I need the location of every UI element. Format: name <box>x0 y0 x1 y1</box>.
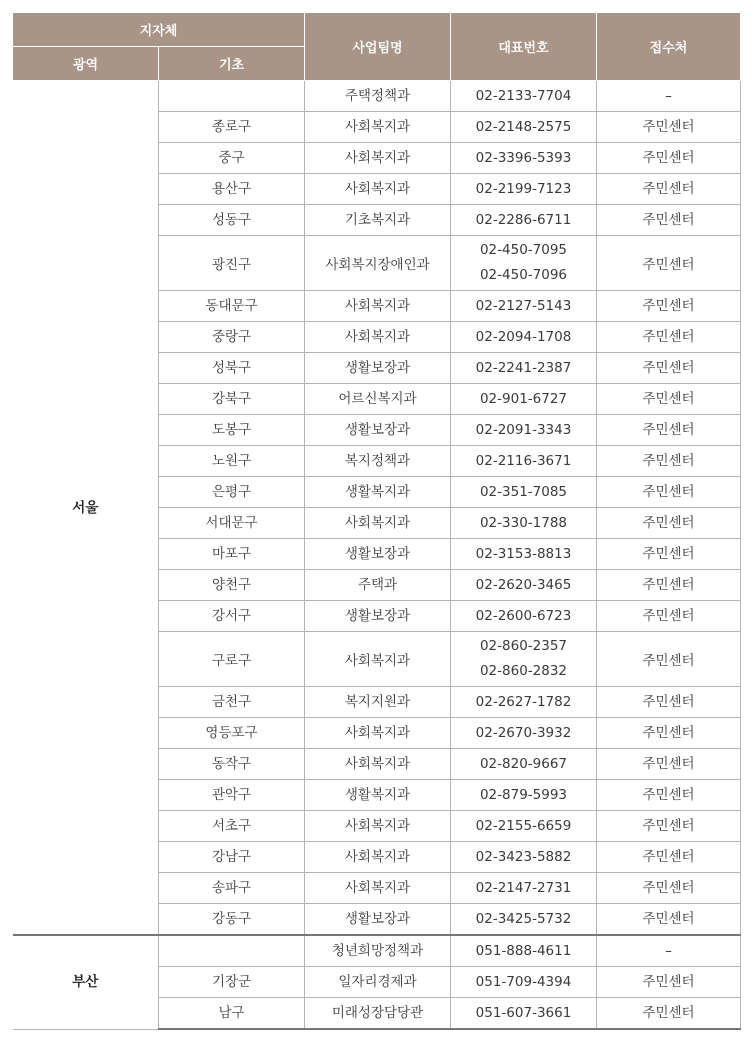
phone-number: 02-2286-6711 <box>475 211 572 228</box>
phone-cell <box>451 570 597 601</box>
district-cell: 서대문구 <box>159 508 305 539</box>
table-row <box>13 81 741 112</box>
phone-number: 051-607-3661 <box>475 1004 572 1021</box>
header-phone: 대표번호 <box>451 13 597 81</box>
reception-cell: 주민센터 <box>597 291 741 322</box>
phone-cell <box>451 143 597 174</box>
reception-cell: 주민센터 <box>597 112 741 143</box>
header-team: 사업팀명 <box>305 13 451 81</box>
reception-cell: 주민센터 <box>597 477 741 508</box>
reception-cell: 주민센터 <box>597 205 741 236</box>
team-cell: 사회복지과 <box>305 112 451 143</box>
phone-cell <box>451 687 597 718</box>
reception-cell: 주민센터 <box>597 446 741 477</box>
phone-number: 051-709-4394 <box>475 973 572 990</box>
reception-cell: 주민센터 <box>597 236 741 291</box>
phone-cell <box>451 174 597 205</box>
reception-cell: 주민센터 <box>597 967 741 998</box>
phone-number: 02-2133-7704 <box>475 87 572 104</box>
reception-cell: 주민센터 <box>597 415 741 446</box>
reception-cell: 주민센터 <box>597 174 741 205</box>
phone-number: 02-2600-6723 <box>475 607 572 624</box>
contact-table <box>12 12 741 1030</box>
team-cell: 생활복지과 <box>305 477 451 508</box>
team-cell: 사회복지과 <box>305 508 451 539</box>
team-cell: 사회복지장애인과 <box>305 236 451 291</box>
district-cell: 구로구 <box>159 632 305 687</box>
reception-cell: 주민센터 <box>597 570 741 601</box>
team-cell: 사회복지과 <box>305 632 451 687</box>
phone-number: 02-2199-7123 <box>475 180 572 197</box>
reception-cell: 주민센터 <box>597 508 741 539</box>
reception-cell: 주민센터 <box>597 353 741 384</box>
phone-number: 02-2670-3932 <box>475 724 572 741</box>
team-cell: 사회복지과 <box>305 291 451 322</box>
phone-cell <box>451 873 597 904</box>
phone-number: 051-888-4611 <box>475 942 572 959</box>
phone-cell <box>451 81 597 112</box>
team-cell: 복지지원과 <box>305 687 451 718</box>
team-cell: 어르신복지과 <box>305 384 451 415</box>
phone-cell <box>451 205 597 236</box>
phone-number: 02-2091-3343 <box>475 421 572 438</box>
phone-number: 02-3423-5882 <box>475 848 572 865</box>
phone-number: 02-901-6727 <box>479 390 568 407</box>
phone-number: 02-450-7096 <box>479 267 568 283</box>
district-cell: 은평구 <box>159 477 305 508</box>
district-cell: 노원구 <box>159 446 305 477</box>
reception-cell: 주민센터 <box>597 998 741 1030</box>
header-basic: 기초 <box>159 47 305 81</box>
district-cell: 도봉구 <box>159 415 305 446</box>
team-cell: 사회복지과 <box>305 174 451 205</box>
district-cell: 송파구 <box>159 873 305 904</box>
district-cell: 중랑구 <box>159 322 305 353</box>
phone-cell <box>451 601 597 632</box>
phone-number: 02-2620-3465 <box>475 576 572 593</box>
phone-number: 02-2148-2575 <box>475 118 572 135</box>
team-cell: 사회복지과 <box>305 811 451 842</box>
header-reception: 접수처 <box>597 13 741 81</box>
reception-cell: 주민센터 <box>597 842 741 873</box>
district-cell: 서초구 <box>159 811 305 842</box>
reception-cell: 주민센터 <box>597 749 741 780</box>
phone-cell <box>451 842 597 873</box>
district-cell: 강남구 <box>159 842 305 873</box>
district-cell: 관악구 <box>159 780 305 811</box>
header-metro: 광역 <box>13 47 159 81</box>
phone-number: 02-351-7085 <box>479 483 568 500</box>
phone-number: 02-860-2357 <box>479 638 568 654</box>
team-cell: 일자리경제과 <box>305 967 451 998</box>
district-cell: 성동구 <box>159 205 305 236</box>
phone-cell <box>451 749 597 780</box>
phone-number: 02-820-9667 <box>479 755 568 772</box>
district-cell: 마포구 <box>159 539 305 570</box>
district-cell: 중구 <box>159 143 305 174</box>
reception-cell: 주민센터 <box>597 718 741 749</box>
reception-cell: 주민센터 <box>597 904 741 936</box>
phone-cell <box>451 112 597 143</box>
phone-number: 02-2155-6659 <box>475 817 572 834</box>
district-cell: 남구 <box>159 998 305 1030</box>
phone-number: 02-2627-1782 <box>475 693 572 710</box>
district-cell: 성북구 <box>159 353 305 384</box>
district-cell: 강서구 <box>159 601 305 632</box>
phone-cell <box>451 415 597 446</box>
reception-cell: 주민센터 <box>597 632 741 687</box>
team-cell: 사회복지과 <box>305 842 451 873</box>
district-cell: 광진구 <box>159 236 305 291</box>
team-cell: 생활보장과 <box>305 904 451 936</box>
reception-cell: 주민센터 <box>597 601 741 632</box>
phone-number: 02-2127-5143 <box>475 297 572 314</box>
phone-cell <box>451 780 597 811</box>
phone-cell <box>451 935 597 967</box>
phone-number: 02-860-2832 <box>479 663 568 679</box>
district-cell <box>159 81 305 112</box>
district-cell: 금천구 <box>159 687 305 718</box>
phone-number: 02-450-7095 <box>479 242 568 258</box>
reception-cell: 주민센터 <box>597 687 741 718</box>
phone-cell <box>451 632 597 687</box>
table-body <box>13 81 741 1030</box>
phone-number: 02-2241-2387 <box>475 359 572 376</box>
team-cell: 생활복지과 <box>305 780 451 811</box>
phone-number: 02-2094-1708 <box>475 328 572 345</box>
table-header <box>13 13 741 81</box>
reception-cell: 주민센터 <box>597 780 741 811</box>
phone-cell <box>451 291 597 322</box>
team-cell: 주택과 <box>305 570 451 601</box>
team-cell: 사회복지과 <box>305 322 451 353</box>
team-cell: 미래성장담당관 <box>305 998 451 1030</box>
phone-cell <box>451 236 597 291</box>
team-cell: 복지정책과 <box>305 446 451 477</box>
reception-cell: 주민센터 <box>597 811 741 842</box>
phone-cell <box>451 353 597 384</box>
team-cell: 생활보장과 <box>305 539 451 570</box>
team-cell: 생활보장과 <box>305 601 451 632</box>
region-cell: 부산 <box>13 935 159 1029</box>
phone-cell <box>451 539 597 570</box>
phone-number: 02-2147-2731 <box>475 879 572 896</box>
reception-cell: 주민센터 <box>597 384 741 415</box>
district-cell: 기장군 <box>159 967 305 998</box>
district-cell: 동작구 <box>159 749 305 780</box>
team-cell: 생활보장과 <box>305 353 451 384</box>
reception-cell: – <box>597 935 741 967</box>
phone-cell <box>451 322 597 353</box>
phone-cell <box>451 718 597 749</box>
table-row <box>13 935 741 967</box>
district-cell: 종로구 <box>159 112 305 143</box>
district-cell: 용산구 <box>159 174 305 205</box>
reception-cell: 주민센터 <box>597 873 741 904</box>
phone-number: 02-3153-8813 <box>475 545 572 562</box>
phone-cell <box>451 384 597 415</box>
region-cell: 서울 <box>13 81 159 936</box>
phone-number: 02-3396-5393 <box>475 149 572 166</box>
district-cell <box>159 935 305 967</box>
reception-cell: 주민센터 <box>597 539 741 570</box>
district-cell: 강동구 <box>159 904 305 936</box>
reception-cell: 주민센터 <box>597 322 741 353</box>
district-cell: 동대문구 <box>159 291 305 322</box>
team-cell: 사회복지과 <box>305 718 451 749</box>
reception-cell: 주민센터 <box>597 143 741 174</box>
team-cell: 사회복지과 <box>305 873 451 904</box>
team-cell: 청년희망정책과 <box>305 935 451 967</box>
phone-cell <box>451 811 597 842</box>
team-cell: 주택정책과 <box>305 81 451 112</box>
phone-number: 02-3425-5732 <box>475 910 572 927</box>
phone-cell <box>451 446 597 477</box>
district-cell: 영등포구 <box>159 718 305 749</box>
phone-cell <box>451 477 597 508</box>
header-jurisdiction: 지자체 <box>13 13 305 47</box>
district-cell: 양천구 <box>159 570 305 601</box>
phone-cell <box>451 967 597 998</box>
phone-cell <box>451 998 597 1030</box>
phone-number: 02-330-1788 <box>479 514 568 531</box>
phone-number: 02-2116-3671 <box>475 452 572 469</box>
reception-cell: – <box>597 81 741 112</box>
phone-cell <box>451 904 597 936</box>
phone-cell <box>451 508 597 539</box>
phone-number: 02-879-5993 <box>479 786 568 803</box>
team-cell: 사회복지과 <box>305 143 451 174</box>
team-cell: 생활보장과 <box>305 415 451 446</box>
team-cell: 사회복지과 <box>305 749 451 780</box>
team-cell: 기초복지과 <box>305 205 451 236</box>
district-cell: 강북구 <box>159 384 305 415</box>
